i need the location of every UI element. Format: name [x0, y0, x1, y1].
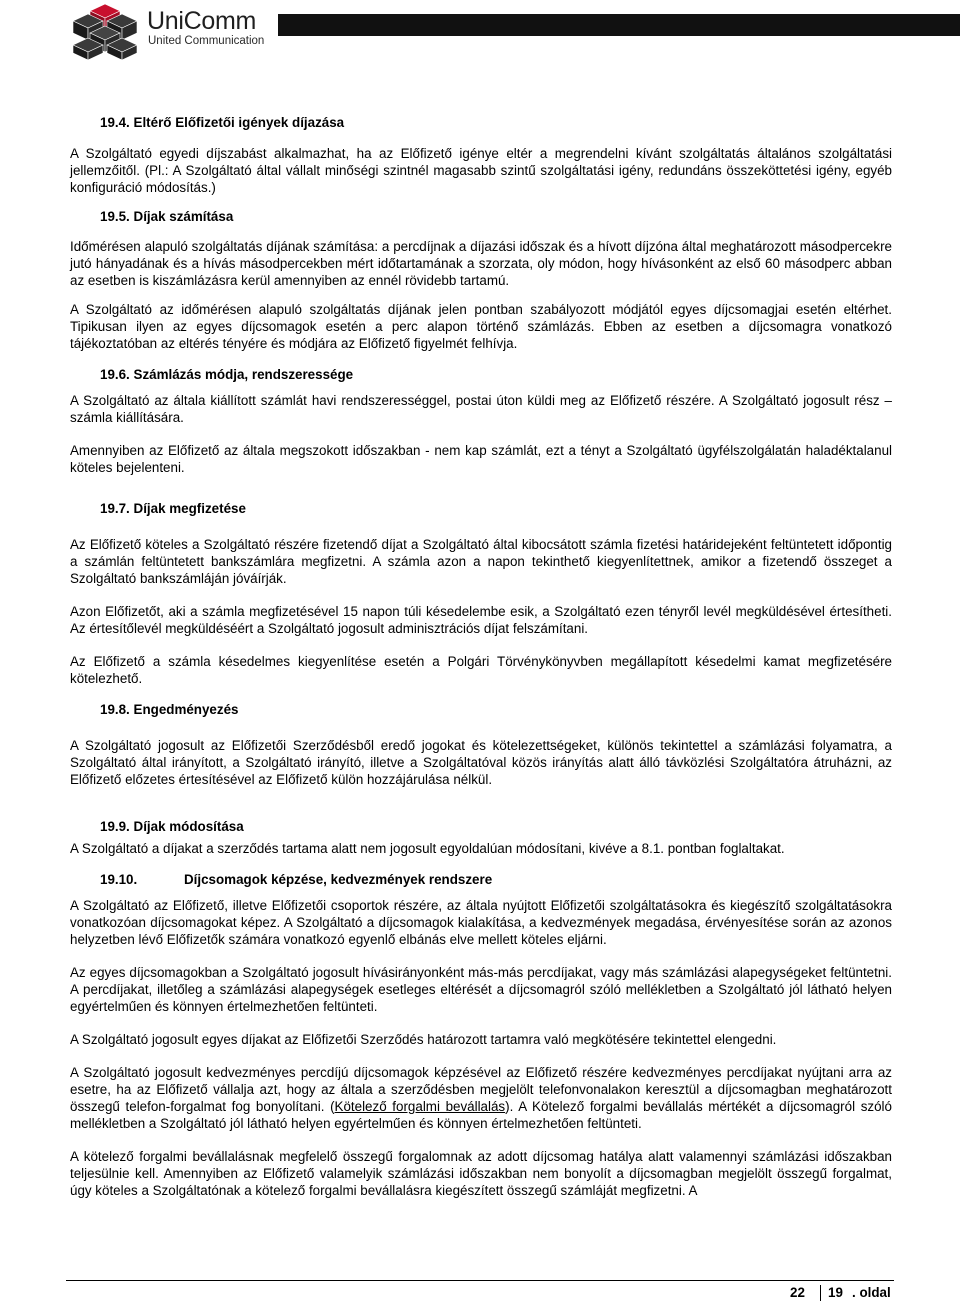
underlined-term: Kötelező forgalmi bevállalás: [334, 1099, 506, 1114]
paragraph: A Szolgáltató jogosult egyes díjakat az Előfizetői Szerződés határozott tartamra való megkötésére tekintettel elengedni.: [70, 1032, 777, 1047]
section-heading-19-10: [100, 871, 892, 889]
header-bar: [278, 14, 960, 36]
page-total: 19: [828, 1285, 843, 1300]
section-heading-19-8: [100, 701, 892, 719]
section-heading-19-5: [100, 208, 892, 226]
paragraph: [70, 1064, 892, 1132]
paragraph: A Szolgáltató az időmérésen alapuló szolgáltatás díjának jelen pontban szabályozott módjától egyes díjcsomagjai esetén eltérhet. Tipikusan ilyen az egyes díjcsomagok esetén a perc alapon történő számlázás. Ebben az esetben a díjcsomagra vonatkozó tájékoztatóban az eltérés tényére és módjára az Előfizető figyelmét felhívja.: [70, 302, 892, 351]
section-heading-19-6: [100, 366, 892, 384]
footer-rule: [66, 1280, 894, 1281]
footer-separator: [820, 1285, 821, 1301]
section-title: Engedményezés: [133, 702, 239, 717]
section-heading-19-7: [100, 500, 892, 518]
section-number: 19.8.: [100, 702, 130, 717]
paragraph: Amennyiben az Előfizető az általa megszokott időszakban - nem kap számlát, ezt a tényt a Szolgáltató ügyfélszolgálatán haladéktalanul köteles bejelenteni.: [70, 443, 892, 475]
paragraph-text: A Szolgáltató jogosult kedvezményes percdíjú díjcsomagok képzésével az Előfizető részére kedvezményes percdíjakat nyújtani arra az esetre, ha az Előfizető vállalja azt, hogy az általa a szerződésben megjelölt telefonvonalakon keresztül a díjcsomagban meghatározott összegű telefon-forgalmat fog bonyolítani. (: [70, 1065, 892, 1114]
section-number: 19.7.: [100, 501, 130, 516]
section-number: 19.4.: [100, 115, 130, 130]
paragraph: Az Előfizető a számla késedelmes kiegyenlítése esetén a Polgári Törvénykönyvben megállapított késedelmi kamat megfizetésére kötelezhető.: [70, 654, 892, 686]
section-number: 19.5.: [100, 209, 130, 224]
logo-subtitle: United Communication: [148, 35, 265, 47]
unicomm-cubes-logo-icon: [70, 2, 140, 62]
section-number: 19.9.: [100, 819, 130, 834]
document-body: [70, 114, 892, 1199]
paragraph: Az egyes díjcsomagokban a Szolgáltató jogosult hívásirányonként más-más percdíjakat, vagy más számlázási alapegységeket feltüntetni. A percdíjakat, illetőleg a számlázási alapegységek esetleges eltérését a díjcsomagról szóló mellékletben a Szolgáltató jól látható helyen egyértelműen és könnyen értelmezhetően feltünteti.: [70, 965, 892, 1014]
paragraph: Az Előfizető köteles a Szolgáltató részére fizetendő díjat a Szolgáltató által kibocsátott számla fizetési határidejeként feltüntetett időpontig a számlán feltüntetett bankszámlára megfizetni. A számla azon a napon tekinthető kiegyenlítettnek, amikor a fizetendő összeget a Szolgáltató bankszámláján jóváírják.: [70, 537, 892, 586]
page-header: [0, 0, 960, 66]
section-title: Díjak számítása: [133, 209, 234, 224]
page-label: . oldal: [852, 1285, 891, 1300]
section-number: 19.10.: [100, 872, 138, 887]
paragraph: A Szolgáltató jogosult az Előfizetői Szerződésből eredő jogokat és kötelezettségeket, különös tekintettel a számlázási folyamatra, a Szolgáltató által irányított, a Szolgáltató irányító, illetve a Szolgáltatóval közös irányítás alatt álló távközlési Szolgáltatóra átruházni, az Előfizető előzetes értesítésével az Előfizető külön hozzájárulása nélkül.: [70, 738, 892, 787]
paragraph: A Szolgáltató a díjakat a szerződés tartama alatt nem jogosult egyoldalúan módosítani, kivéve a 8.1. pontban foglaltakat.: [70, 841, 785, 856]
paragraph: A Szolgáltató az Előfizető, illetve Előfizetői csoportok részére, az általa nyújtott Előfizetői szolgáltatásokra és kiegészítő szolgáltatásokra vonatkozóan díjcsomagokat képez. A Szolgáltató a díjcsomagok kialakítása, a kedvezmények megadása, érvényesítése során az azonos helyzetben lévő Előfizetők számára vonatkozó egyenlő elbánás elve mellett köteles eljárni.: [70, 898, 892, 947]
paragraph: Időmérésen alapuló szolgáltatás díjának számítása: a percdíjnak a díjazási időszak és a hívott díjzóna által meghatározott másodpercekre jutó hányadának és a hívás másodpercekben mért időtartamának a szorzata, oly módon, hogy hívásonként az első 60 másodperc abban az esetben is kiszámlázásra kerül amennyiben az ennél rövidebb tartamú.: [70, 239, 892, 288]
page-number: 22: [790, 1285, 805, 1300]
section-title: Díjak módosítása: [133, 819, 244, 834]
section-heading-19-4: [100, 114, 892, 132]
section-heading-19-9: [100, 818, 892, 836]
section-title: Díjcsomagok képzése, kedvezmények rendszere: [184, 872, 493, 887]
logo-name: UniComm: [147, 7, 257, 35]
paragraph: Azon Előfizetőt, aki a számla megfizetésével 15 napon túli késedelembe esik, a Szolgáltató ezen tényről levél megküldésével értesítheti. Az értesítőlevél megküldéséért a Szolgáltató jogosult adminisztrációs díjat felszámítani.: [70, 604, 892, 636]
section-title: Eltérő Előfizetői igények díjazása: [133, 115, 345, 130]
paragraph: A Szolgáltató egyedi díjszabást alkalmazhat, ha az Előfizető igénye eltér a megrendelni kívánt szolgáltatás általános szolgáltatási jellemzőitől. (Pl.: A Szolgáltató által vállalt minőségi szintnél magasabb szintű szolgáltatási igény, redundáns összeköttetési igény, egyéb konfiguráció módosítás.): [70, 146, 892, 195]
paragraph: A Szolgáltató az általa kiállított számlát havi rendszerességgel, postai úton küldi meg az Előfizető részére. A Szolgáltató jogosult rész –számla kiállítására.: [70, 393, 892, 425]
paragraph-text: ). A Kötelező forgalmi bevállalás mértékét a díjcsomagról szóló mellékletben a Szolgáltató jól látható helyen egyértelműen és könnyen értelmezhetően feltünteti.: [70, 1099, 892, 1131]
section-title: Díjak megfizetése: [133, 501, 246, 516]
section-title: Számlázás módja, rendszeressége: [133, 367, 354, 382]
paragraph: A kötelező forgalmi bevállalásnak megfelelő összegű forgalomnak az adott díjcsomag hatálya alatt valamennyi számlázási időszakban teljesülnie kell. Amennyiben az Előfizető valamelyik számlázási időszakban nem bonyolít a díjcsomagban megjelölt összegű forgalmat, úgy köteles a Szolgáltatónak a kötelező forgalmi bevállalásra kiegészített összegű számláját megfizetni. A: [70, 1149, 892, 1198]
section-number: 19.6.: [100, 367, 130, 382]
